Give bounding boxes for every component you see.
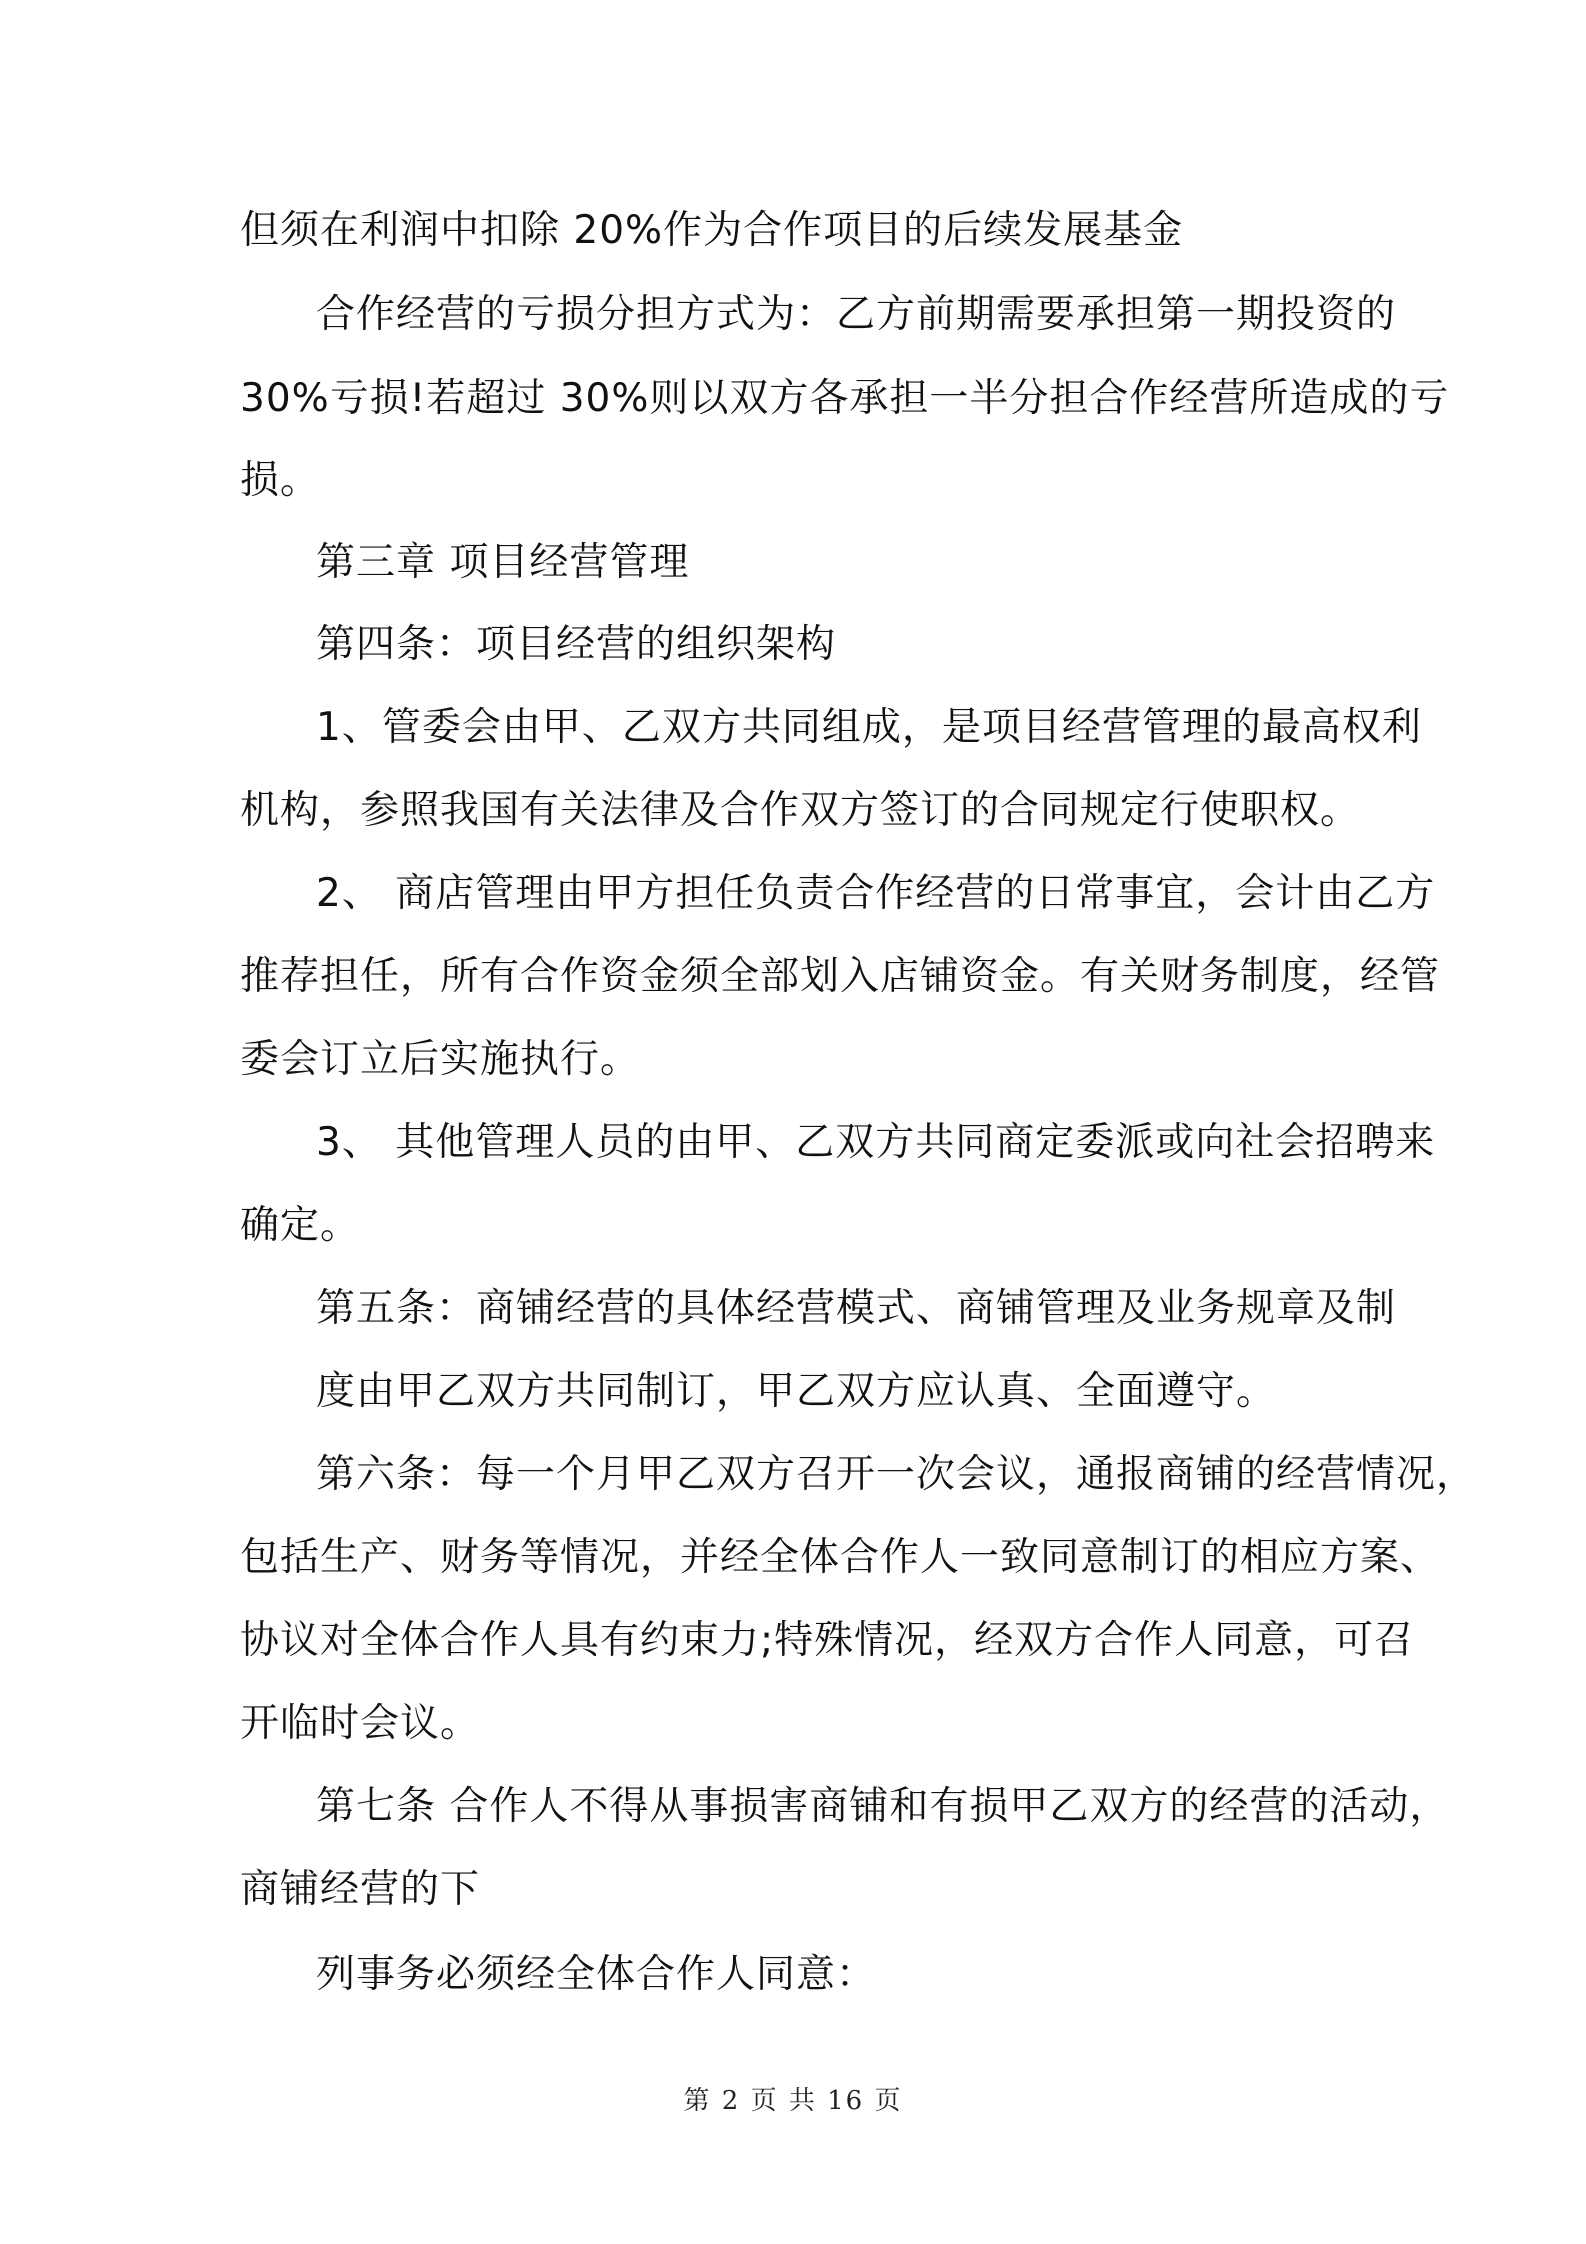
text-line: 合作经营的亏损分担方式为：乙方前期需要承担第一期投资的 bbox=[316, 292, 1397, 337]
text-line: 但须在利润中扣除 20%作为合作项目的后续发展基金 bbox=[240, 208, 1184, 253]
text-line: 商铺经营的下 bbox=[240, 1867, 481, 1912]
text-line: 推荐担任，所有合作资金须全部划入店铺资金。有关财务制度，经管 bbox=[240, 954, 1441, 999]
page-number-footer: 第 2 页 共 16 页 bbox=[683, 2086, 903, 2116]
text-line: 度由甲乙双方共同制订，甲乙双方应认真、全面遵守。 bbox=[316, 1369, 1277, 1414]
chapter-heading: 第三章 项目经营管理 bbox=[316, 540, 690, 585]
text-line: 协议对全体合作人具有约束力;特殊情况，经双方合作人同意，可召 bbox=[240, 1618, 1415, 1663]
text-line: 3、 其他管理人员的由甲、乙双方共同商定委派或向社会招聘来 bbox=[316, 1120, 1436, 1165]
article-heading: 第四条：项目经营的组织架构 bbox=[316, 622, 837, 667]
text-line: 第七条 合作人不得从事损害商铺和有损甲乙双方的经营的活动， bbox=[316, 1784, 1450, 1829]
text-line: 损。 bbox=[240, 458, 321, 503]
text-line: 30%亏损!若超过 30%则以双方各承担一半分担合作经营所造成的亏 bbox=[240, 376, 1450, 421]
text-line: 确定。 bbox=[240, 1203, 361, 1248]
text-line: 第六条：每一个月甲乙双方召开一次会议，通报商铺的经营情况， bbox=[316, 1452, 1477, 1497]
text-line: 委会订立后实施执行。 bbox=[240, 1037, 641, 1082]
text-line: 包括生产、财务等情况，并经全体合作人一致同意制订的相应方案、 bbox=[240, 1535, 1441, 1580]
text-line: 第五条：商铺经营的具体经营模式、商铺管理及业务规章及制 bbox=[316, 1286, 1397, 1331]
text-line: 2、 商店管理由甲方担任负责合作经营的日常事宜，会计由乙方 bbox=[316, 871, 1436, 916]
text-line: 开临时会议。 bbox=[240, 1701, 481, 1746]
text-line: 1、管委会由甲、乙双方共同组成，是项目经营管理的最高权利 bbox=[316, 705, 1422, 750]
text-line: 列事务必须经全体合作人同意： bbox=[316, 1952, 877, 1997]
text-line: 机构，参照我国有关法律及合作双方签订的合同规定行使职权。 bbox=[240, 788, 1361, 833]
